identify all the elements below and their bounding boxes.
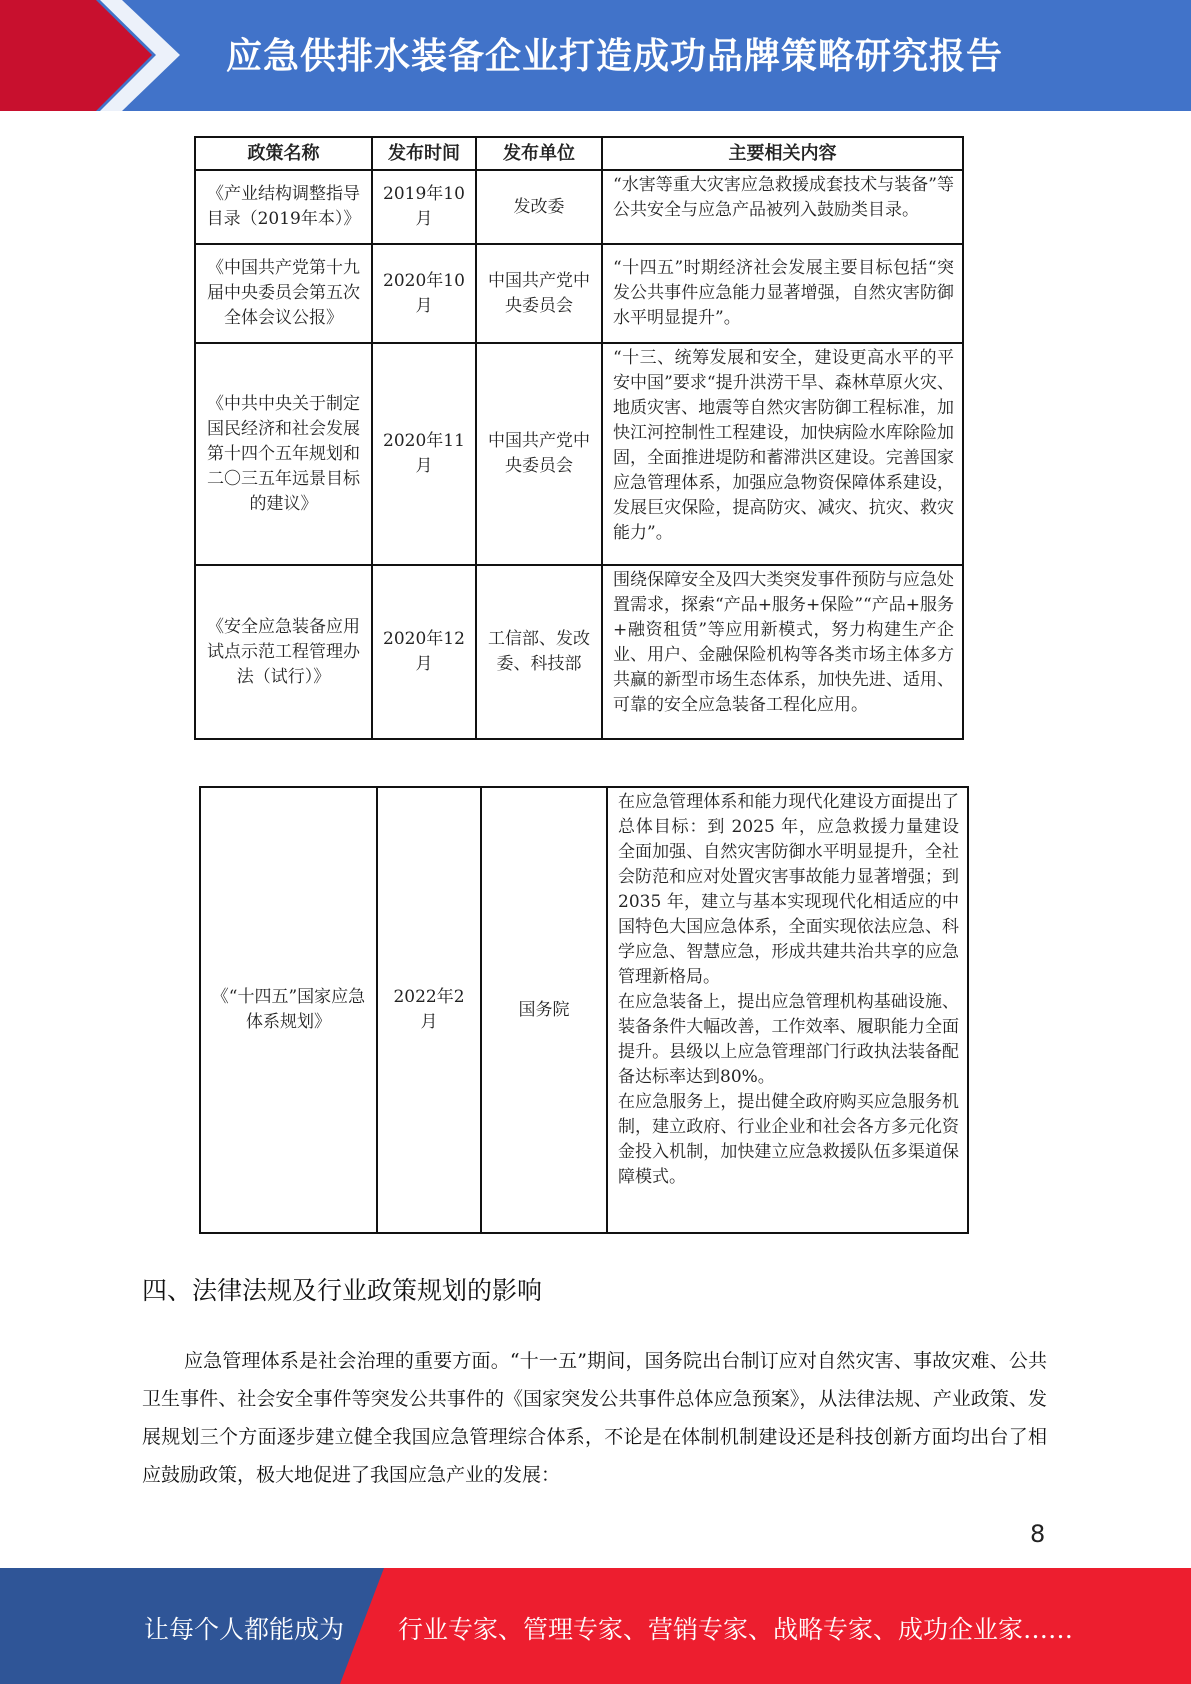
table-header-row [195,137,963,170]
policy-name: 《安全应急装备应用试点示范工程管理办法（试行）》 [195,565,372,739]
column-header-unit: 发布单位 [476,137,602,170]
content-paragraph: 在应急管理体系和能力现代化建设方面提出了总体目标：到 2025 年，应急救援力量建设全面加强、自然灾害防御水平明显提升，全社会防范和应对处置灾害事故能力显著增强；到 2035 年，建立与基本实现现代化相适应的中国特色大国应急体系，全面实现依法应急、科学应急、智慧应急，形成共建共治共享的应急管理新格局。 [618,792,959,987]
footer-slogan-right: 行业专家、管理专家、营销专家、战略专家、成功企业家…… [398,1615,1074,1644]
body-paragraph: 应急管理体系是社会治理的重要方面。“十一五”期间，国务院出台制订应对自然灾害、事故灾难、公共卫生事件、社会安全事件等突发公共事件的《国家突发公共事件总体应急预案》，从法律法规、产业政策、发展规划三个方面逐步建立健全我国应急管理综合体系，不论是在体制机制建设还是科技创新方面均出台了相应鼓励政策，极大地促进了我国应急产业的发展： [142,1350,1047,1486]
policy-name: 《“十四五”国家应急体系规划》 [200,787,377,1233]
policy-content: “十四五”时期经济社会发展主要目标包括“突发公共事件应急能力显著增强，自然灾害防御水平明显提升”。 [602,244,963,343]
policy-table-part2 [199,786,969,1234]
content-paragraph: 在应急服务上，提出健全政府购买应急服务机制，建立政府、行业企业和社会各方多元化资金投入机制，加快建立应急救援队伍多渠道保障模式。 [618,1092,959,1187]
report-title: 应急供排水装备企业打造成功品牌策略研究报告 [226,36,1004,77]
policy-name: 《中共中央关于制定国民经济和社会发展第十四个五年规划和二〇三五年远景目标的建议》 [195,343,372,565]
policy-content: “十三、统筹发展和安全，建设更高水平的平安中国”要求“提升洪涝干旱、森林草原火灾、地质灾害、地震等自然灾害防御工程标准，加快江河控制性工程建设，加快病险水库除险加固，全面推进堤防和蓄滞洪区建设。完善国家应急管理体系，加强应急物资保障体系建设，发展巨灾保险，提高防灾、减灾、抗灾、救灾能力”。 [602,343,963,565]
policy-unit: 工信部、发改委、科技部 [476,565,602,739]
policy-unit: 国务院 [481,787,607,1233]
table-row [195,565,963,739]
policy-unit: 发改委 [476,170,602,244]
policy-time: 2020年11月 [372,343,476,565]
policy-unit: 中国共产党中央委员会 [476,244,602,343]
table-row [200,787,968,1233]
policy-table-part1 [194,136,964,740]
policy-name: 《产业结构调整指导目录（2019年本）》 [195,170,372,244]
policy-content: “水害等重大灾害应急救援成套技术与装备”等公共安全与应急产品被列入鼓励类目录。 [602,170,963,244]
page-number: 8 [1030,1520,1046,1548]
section-heading: 四、法律法规及行业政策规划的影响 [142,1276,543,1305]
policy-unit: 中国共产党中央委员会 [476,343,602,565]
table-row [195,170,963,244]
policy-time: 2020年12月 [372,565,476,739]
policy-content: 围绕保障安全及四大类突发事件预防与应急处置需求，探索“产品+服务+保险”“产品+服务+融资租赁”等应用新模式，努力构建生产企业、用户、金融保险机构等各类市场主体多方共赢的新型市场生态体系，加快先进、适用、可靠的安全应急装备工程化应用。 [602,565,963,739]
table-row [195,343,963,565]
footer-banner [0,1568,1191,1684]
policy-content [607,787,968,1233]
policy-time: 2019年10月 [372,170,476,244]
column-header-content: 主要相关内容 [602,137,963,170]
column-header-name: 政策名称 [195,137,372,170]
footer-slogan-left: 让每个人都能成为 [144,1615,345,1644]
policy-time: 2020年10月 [372,244,476,343]
column-header-time: 发布时间 [372,137,476,170]
policy-time: 2022年2月 [377,787,481,1233]
policy-name: 《中国共产党第十九届中央委员会第五次全体会议公报》 [195,244,372,343]
header-banner [0,0,1191,111]
table-row [195,244,963,343]
content-paragraph: 在应急装备上，提出应急管理机构基础设施、装备条件大幅改善，工作效率、履职能力全面提升。县级以上应急管理部门行政执法装备配备达标率达到80%。 [618,992,959,1087]
